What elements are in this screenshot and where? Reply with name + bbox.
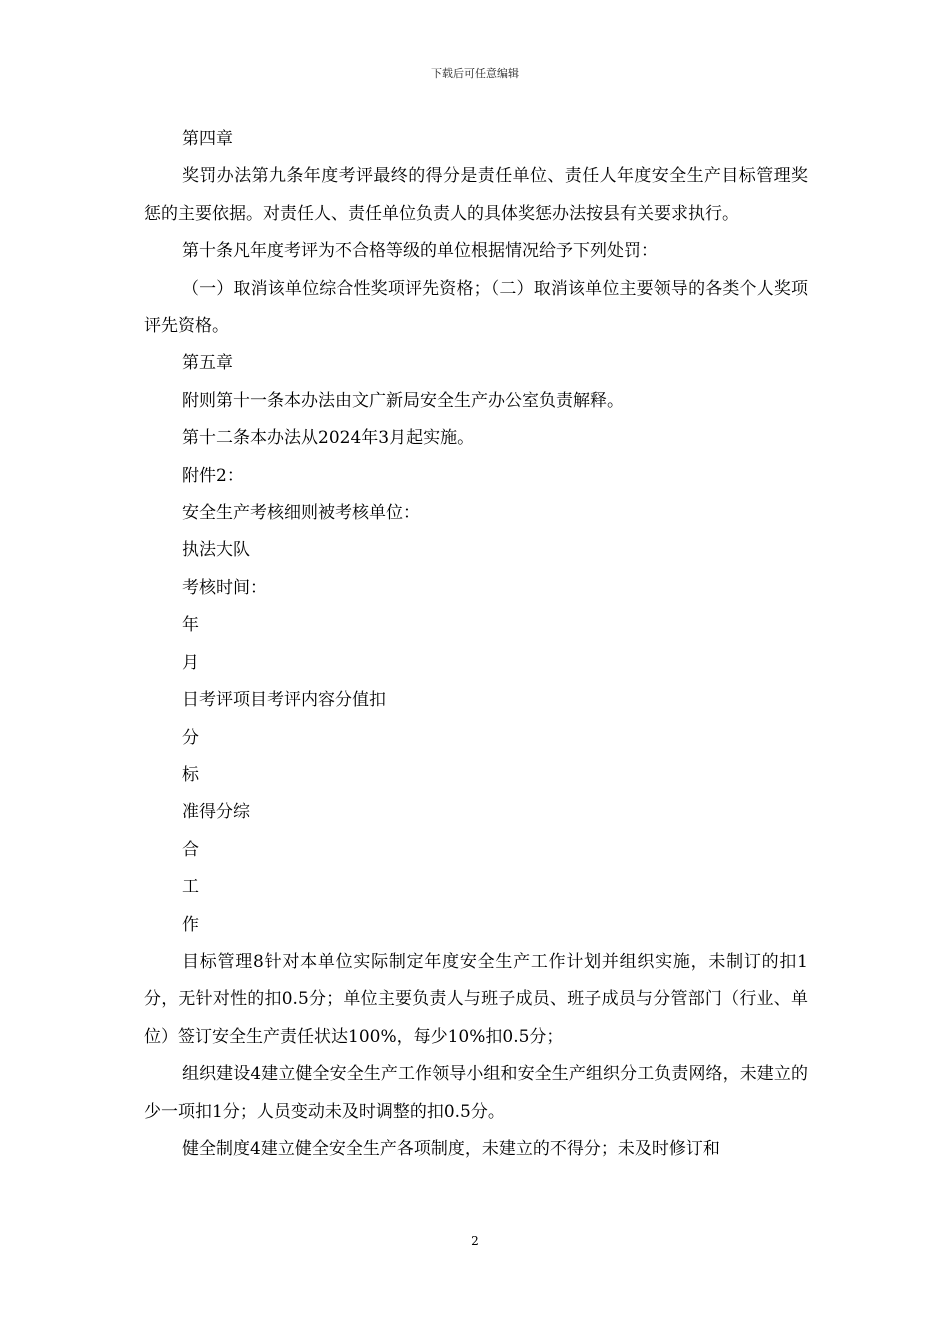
paragraph: 作: [182, 914, 199, 935]
document-body: [144, 121, 808, 1168]
paragraph: 准得分综: [182, 802, 250, 823]
paragraph: 安全生产考核细则被考核单位：: [182, 503, 420, 524]
paragraph: 组织建设4建立健全安全生产工作领导小组和安全生产组织分工负责网络，未建立的少一项扣1分；人员变动未及时调整的扣0.5分。: [144, 1064, 808, 1122]
paragraph: 标: [182, 764, 199, 785]
paragraph: 附则第十一条本办法由文广新局安全生产办公室负责解释。: [182, 390, 624, 411]
paragraph: 分: [182, 727, 199, 748]
paragraph: 考核时间：: [182, 577, 267, 598]
paragraph: 年: [182, 615, 199, 636]
chapter-heading: 第四章: [182, 129, 233, 149]
attachment-label: 附件2：: [182, 465, 244, 486]
paragraph: 健全制度4建立健全安全生产各项制度，未建立的不得分；未及时修订和: [182, 1138, 720, 1159]
paragraph: 第十二条本办法从2024年3月起实施。: [182, 428, 475, 449]
paragraph: 执法大队: [182, 540, 250, 561]
page-header: 下载后可任意编辑: [431, 67, 519, 80]
paragraph: 合: [182, 839, 199, 860]
chapter-heading: 第五章: [182, 353, 233, 374]
page-number: 2: [471, 1234, 479, 1248]
paragraph: 工: [182, 877, 199, 898]
paragraph: 月: [182, 652, 199, 673]
paragraph: 奖罚办法第九条年度考评最终的得分是责任单位、责任人年度安全生产目标管理奖惩的主要依据。对责任人、责任单位负责人的具体奖惩办法按县有关要求执行。: [144, 166, 808, 224]
paragraph: 第十条凡年度考评为不合格等级的单位根据情况给予下列处罚：: [182, 241, 658, 262]
paragraph: 目标管理8针对本单位实际制定年度安全生产工作计划并组织实施，未制订的扣1分，无针对性的扣0.5分；单位主要负责人与班子成员、班子成员与分管部门（行业、单位）签订安全生产责任状达100%，每少10%扣0.5分；: [144, 951, 808, 1047]
paragraph: （一）取消该单位综合性奖项评先资格；（二）取消该单位主要领导的各类个人奖项评先资格。: [144, 278, 808, 337]
paragraph: 日考评项目考评内容分值扣: [182, 690, 386, 711]
